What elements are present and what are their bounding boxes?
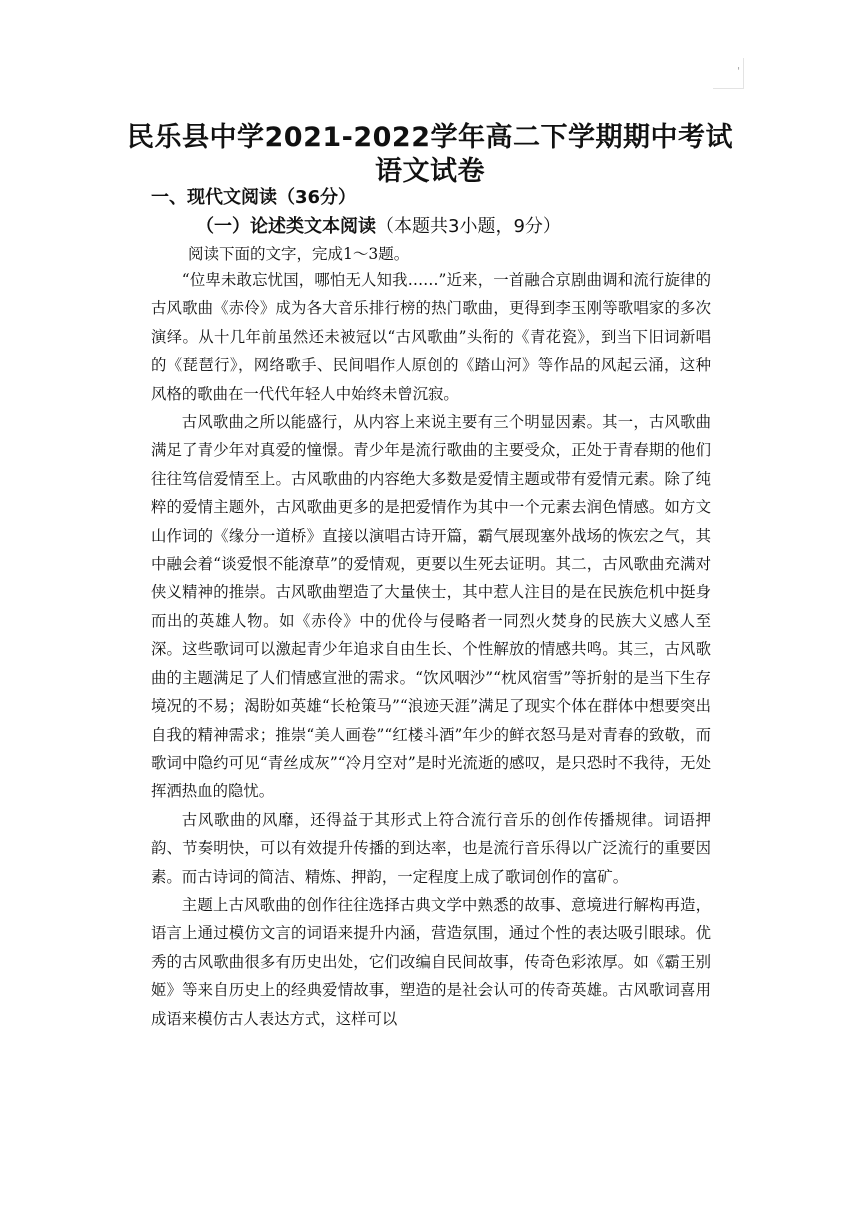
subsection-heading bbox=[196, 213, 561, 241]
subsection-title: （一）论述类文本阅读 bbox=[196, 216, 376, 237]
section-heading: 一、现代文阅读（36分） bbox=[151, 187, 357, 208]
exam-title-line1: 民乐县中学2021-2022学年高二下学期期中考试 bbox=[127, 122, 733, 153]
exam-title-line2: 语文试卷 bbox=[375, 156, 485, 187]
paragraph-4: 主题上古风歌曲的创作往往选择古典文学中熟悉的故事、意境进行解构再造，语言上通过模仿文言的词语来提升内涵，营造氛围，通过个性的表达吸引眼球。优秀的古风歌曲很多有历史出处，它们改编自民间故事，传奇色彩浓厚。如《霸王别姬》等来自历史上的经典爱情故事，塑造的是社会认可的传奇英雄。古风歌词喜用成语来模仿古人表达方式，这样可以 bbox=[151, 895, 711, 1028]
paragraph-3: 古风歌曲的风靡，还得益于其形式上符合流行音乐的创作传播规律。词语押韵、节奏明快，可以有效提升传播的到达率，也是流行音乐得以广泛流行的重要因素。而古诗词的简洁、精炼、押韵，一定程度上成了歌词创作的富矿。 bbox=[151, 810, 711, 886]
reading-instruction: 阅读下面的文字，完成1～3题。 bbox=[188, 245, 410, 263]
paragraph-2: 古风歌曲之所以能盛行，从内容上来说主要有三个明显因素。其一，古风歌曲满足了青少年对真爱的憧憬。青少年是流行歌曲的主要受众，正处于青春期的他们往往笃信爱情至上。古风歌曲的内容绝大多数是爱情主题或带有爱情元素。除了纯粹的爱情主题外，古风歌曲更多的是把爱情作为其中一个元素去润色情感。如方文山作词的《缘分一道桥》直接以演唱古诗开篇，霸气展现塞外战场的恢宏之气，其中融会着“谈爱恨不能潦草”的爱情观，更要以生死去证明。其二，古风歌曲充满对侠义精神的推崇。古风歌曲塑造了大量侠士，其中惹人注目的是在民族危机中挺身而出的英雄人物。如《赤伶》中的优伶与侵略者一同烈火焚身的民族大义感人至深。这些歌词可以激起青少年追求自由生长、个性解放的情感共鸣。其三，古风歌曲的主题满足了人们情感宣泄的需求。“饮风咽沙”“枕风宿雪”等折射的是当下生存境况的不易；渴盼如英雄“长枪策马”“浪迹天涯”满足了现实个体在群体中想要突出自我的精神需求；推崇“美人画卷”“红楼斗酒”年少的鲜衣怒马是对青春的致敬，而歌词中隐约可见“青丝成灰”“冷月空对”是时光流逝的感叹，是只恐时不我待，无处挥洒热血的隐忧。 bbox=[151, 413, 711, 801]
paragraph-1: “位卑未敢忘忧国，哪怕无人知我……”近来，一首融合京剧曲调和流行旋律的古风歌曲《赤伶》成为各大音乐排行榜的热门歌曲，更得到李玉刚等歌唱家的多次演绎。从十几年前虽然还未被冠以“古风歌曲”头衔的《青花瓷》，到当下旧词新唱的《琵琶行》，网络歌手、民间唱作人原创的《踏山河》等作品的风起云涌，这种风格的歌曲在一代代年轻人中始终未曾沉寂。 bbox=[151, 271, 711, 403]
corner-dot: ' bbox=[737, 66, 740, 77]
subsection-score: （本题共3小题，9分） bbox=[376, 216, 561, 237]
article-body bbox=[151, 266, 711, 1033]
